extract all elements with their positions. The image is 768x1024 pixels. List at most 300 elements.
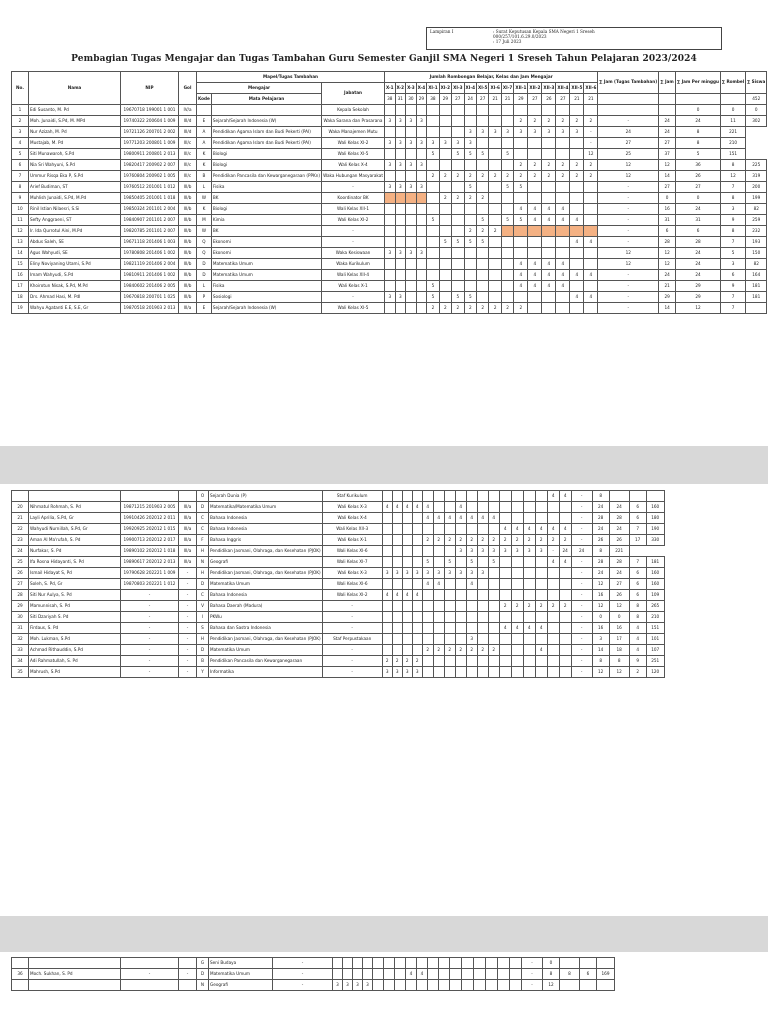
table-cell: 18 — [609, 645, 629, 656]
table-cell — [528, 248, 542, 259]
table-cell: 29 — [659, 292, 676, 303]
table-cell — [477, 634, 488, 645]
table-cell: 6 — [629, 590, 646, 601]
table-cell — [474, 969, 486, 980]
table-cell: 210 — [646, 612, 664, 623]
header-rombel: ∑ Rombel — [720, 72, 745, 94]
table-cell — [510, 958, 522, 969]
table-cell: 4 — [528, 281, 542, 292]
table-cell — [416, 270, 427, 281]
table-cell — [427, 204, 439, 215]
table-cell: 5 — [12, 149, 29, 160]
table-cell: 3 — [385, 292, 396, 303]
table-cell: H — [197, 546, 209, 557]
table-cell: Staf Perpustakaan — [322, 634, 382, 645]
table-cell — [477, 623, 488, 634]
table-cell: 3 — [720, 259, 745, 270]
table-cell: 29 — [676, 292, 721, 303]
table-cell: 3 — [395, 160, 406, 171]
table-cell: Kimia — [211, 215, 321, 226]
table-cell — [511, 590, 523, 601]
table-cell: 2 — [466, 535, 477, 546]
table-cell — [385, 171, 396, 182]
table-cell: Wali Kelas XI-2 — [322, 215, 385, 226]
table-cell — [584, 226, 598, 237]
table-cell — [382, 546, 392, 557]
header-student-count: 29 — [416, 94, 427, 105]
table-cell — [511, 579, 523, 590]
header-jumlah-group: Jumlah Rombongan Belajar, Kelas dan Jam Mengajar — [385, 72, 598, 83]
table-cell — [395, 958, 406, 969]
table-cell — [343, 969, 353, 980]
table-cell: - — [273, 958, 333, 969]
table-cell: - — [571, 612, 592, 623]
table-cell: Abdus Saleh, SE — [29, 237, 121, 248]
table-cell: Wali Kelas XI-2 — [322, 590, 382, 601]
table-cell: L — [197, 182, 212, 193]
table-cell: 6 — [629, 579, 646, 590]
table-cell: 2 — [488, 535, 499, 546]
table-cell — [452, 160, 464, 171]
table-cell — [427, 193, 439, 204]
table-cell — [395, 127, 406, 138]
table-cell: 0 — [676, 105, 721, 116]
table-cell: 4 — [466, 579, 477, 590]
table-cell: 24 — [592, 524, 609, 535]
table-cell: 2 — [427, 303, 439, 314]
table-cell — [395, 204, 406, 215]
table-cell: 200 — [746, 182, 767, 193]
table-cell: P — [197, 292, 212, 303]
table-cell: Biologi — [211, 204, 321, 215]
table-cell — [488, 491, 499, 502]
table-cell: Wali Kelas X-1 — [322, 281, 385, 292]
table-cell: 251 — [646, 656, 664, 667]
table-cell — [406, 215, 417, 226]
table-cell — [489, 215, 501, 226]
table-cell — [452, 204, 464, 215]
table-cell — [570, 149, 584, 160]
table-cell — [363, 969, 373, 980]
table-cell: - — [273, 980, 333, 991]
table-cell: 19820417 200902 2 007 — [121, 160, 179, 171]
header-kode: Kode — [197, 94, 212, 105]
table-row — [12, 237, 767, 248]
header-class-X-4: X-4 — [416, 83, 427, 94]
table-cell: 4 — [570, 292, 584, 303]
table-cell — [385, 303, 396, 314]
table-cell — [514, 292, 528, 303]
table-cell: 3 — [542, 127, 556, 138]
table-cell — [584, 259, 598, 270]
table-cell: 2 — [489, 226, 501, 237]
table-cell: 2 — [412, 656, 422, 667]
header-class-XII-6: XII-6 — [584, 83, 598, 94]
table-cell: 28 — [609, 513, 629, 524]
table-cell: Koordinator BK — [322, 193, 385, 204]
table-cell — [444, 612, 455, 623]
table-cell: Wali Kelas XI-6 — [322, 546, 382, 557]
table-cell: 5 — [427, 215, 439, 226]
table-cell — [402, 535, 412, 546]
table-cell: 3 — [333, 980, 343, 991]
table-cell: 3 — [535, 546, 547, 557]
table-cell — [385, 127, 396, 138]
table-cell — [488, 502, 499, 513]
table-cell: D — [197, 270, 212, 281]
header-blank — [720, 94, 745, 105]
table-cell — [422, 612, 433, 623]
table-cell — [373, 958, 384, 969]
table-cell — [385, 259, 396, 270]
table-cell: 18 — [12, 292, 29, 303]
table-cell — [501, 116, 513, 127]
table-cell — [428, 958, 439, 969]
table-row — [12, 579, 665, 590]
table-cell — [395, 980, 406, 991]
table-cell — [477, 138, 489, 149]
table-cell — [412, 623, 422, 634]
table-cell: - — [179, 601, 197, 612]
header-student-count: 21 — [501, 94, 513, 105]
table-cell — [514, 237, 528, 248]
table-cell — [523, 645, 535, 656]
table-cell: Bahasa Daerah (Madura) — [209, 601, 323, 612]
table-cell — [489, 105, 501, 116]
table-cell: 2 — [514, 171, 528, 182]
table-cell: 150 — [746, 248, 767, 259]
table-row — [12, 160, 767, 171]
header-mata-pelajaran: Mata Pelajaran — [211, 94, 321, 105]
table-cell: 2 — [402, 656, 412, 667]
table-cell: Soleh, S. Pd, Gr — [29, 579, 121, 590]
table-cell — [547, 634, 559, 645]
table-cell — [179, 958, 197, 969]
table-cell — [556, 226, 570, 237]
table-cell: 169 — [597, 969, 615, 980]
table-cell: K — [197, 149, 212, 160]
table-cell — [580, 980, 597, 991]
header-student-count: 24 — [464, 94, 476, 105]
table-cell — [584, 204, 598, 215]
table-cell — [395, 237, 406, 248]
table-cell: 12 — [592, 579, 609, 590]
table-cell: Fisika — [211, 281, 321, 292]
table-cell: - — [598, 215, 659, 226]
table-cell — [385, 204, 396, 215]
table-cell: Nihmatul Rohmah, S. Pd — [29, 502, 121, 513]
table-cell — [547, 623, 559, 634]
table-cell — [412, 491, 422, 502]
table-cell — [547, 656, 559, 667]
table-cell: Siti Nur Aulya, S. Pd — [29, 590, 121, 601]
table-cell: 2 — [464, 193, 476, 204]
table-cell: 19670718 199001 1 001 — [121, 105, 179, 116]
table-cell: 34 — [12, 656, 29, 667]
table-row — [12, 590, 665, 601]
table-cell: 2 — [433, 535, 444, 546]
table-cell — [488, 524, 499, 535]
table-cell — [570, 193, 584, 204]
table-cell — [556, 292, 570, 303]
table-cell — [477, 579, 488, 590]
table-cell — [452, 105, 464, 116]
table-cell: Bahasa Inggris — [209, 535, 323, 546]
table-cell: - — [179, 969, 197, 980]
table-row — [12, 667, 665, 678]
table-row — [12, 535, 665, 546]
table-cell — [501, 270, 513, 281]
table-cell: 4 — [542, 281, 556, 292]
table-cell — [392, 557, 402, 568]
table-cell: - — [179, 667, 197, 678]
table-cell: 5 — [466, 557, 477, 568]
table-cell — [501, 226, 513, 237]
table-cell — [412, 612, 422, 623]
header-student-count: 21 — [584, 94, 598, 105]
table-cell: 21 — [659, 281, 676, 292]
table-cell — [439, 215, 451, 226]
table-cell: 25 — [12, 557, 29, 568]
table-cell — [535, 590, 547, 601]
header-class-X-1: X-1 — [385, 83, 396, 94]
table-cell: - — [547, 546, 559, 557]
table-cell: 25 — [598, 149, 659, 160]
header-class-XII-1: XII-1 — [514, 83, 528, 94]
table-cell: 5 — [464, 149, 476, 160]
table-cell: 19890617 202012 2 013 — [121, 557, 179, 568]
table-cell: 2 — [547, 601, 559, 612]
table-cell: 4 — [559, 557, 571, 568]
table-cell: - — [179, 590, 197, 601]
table-cell — [392, 513, 402, 524]
table-cell: 19890102 202012 1 018 — [121, 546, 179, 557]
table-cell — [584, 215, 598, 226]
table-cell — [382, 524, 392, 535]
table-cell — [382, 491, 392, 502]
header-class-XI-2: XI-2 — [439, 83, 451, 94]
table-cell: 3 — [395, 248, 406, 259]
table-cell: 5 — [501, 149, 513, 160]
table-cell: 23 — [12, 535, 29, 546]
table-cell — [382, 634, 392, 645]
table-cell: Waka Sarana dan Prasarana — [322, 116, 385, 127]
table-cell: 24 — [659, 116, 676, 127]
table-cell: Moh. Lukman, S.Pd — [29, 634, 121, 645]
table-cell: M — [197, 215, 212, 226]
table-cell: Wali Kelas XII-3 — [322, 524, 382, 535]
table-cell: Kepala Sekolah — [322, 105, 385, 116]
table-cell: 19810911 201406 1 002 — [121, 270, 179, 281]
table-cell: - — [121, 634, 179, 645]
table-row — [12, 193, 767, 204]
table-cell: III/b — [179, 281, 197, 292]
table-cell: 3 — [501, 127, 513, 138]
table-cell: 2 — [542, 171, 556, 182]
table-cell: Edi Susanto, M. Pd — [29, 105, 121, 116]
table-row — [12, 623, 665, 634]
table-cell: Rinil Istian Nilaesri, S.Si — [29, 204, 121, 215]
table-cell — [406, 270, 417, 281]
table-cell: 3 — [382, 667, 392, 678]
table-cell — [556, 248, 570, 259]
header-blank — [676, 94, 721, 105]
table-cell: 6 — [659, 226, 676, 237]
table-cell — [570, 138, 584, 149]
table-cell — [486, 980, 498, 991]
table-cell: 4 — [12, 138, 29, 149]
table-cell — [406, 303, 417, 314]
table-cell: 11 — [12, 215, 29, 226]
table-cell: 12 — [598, 171, 659, 182]
table-cell: 12 — [720, 171, 745, 182]
table-cell: 0 — [609, 612, 629, 623]
table-cell: Firdaus, S. Pd — [29, 623, 121, 634]
table-cell: 3 — [455, 546, 466, 557]
table-cell: 16 — [12, 270, 29, 281]
table-cell: 4 — [455, 502, 466, 513]
table-cell: - — [322, 645, 382, 656]
table-cell: Geografi — [209, 557, 323, 568]
table-cell — [395, 215, 406, 226]
table-cell: 2 — [514, 303, 528, 314]
table-cell: 8 — [609, 656, 629, 667]
table-cell: H — [197, 568, 209, 579]
header-nama: Nama — [29, 72, 121, 105]
table-cell — [559, 579, 571, 590]
header-no: No. — [12, 72, 29, 105]
table-cell: Sosiologi — [211, 292, 321, 303]
table-cell: 0 — [543, 958, 560, 969]
table-cell: Wali Kelas X-1 — [322, 535, 382, 546]
table-cell: 2 — [499, 601, 511, 612]
table-cell: 5 — [477, 237, 489, 248]
table-cell: Sejarah Dunia (P) — [209, 491, 323, 502]
table-cell: 29 — [676, 281, 721, 292]
table-cell: 4 — [488, 513, 499, 524]
table-cell — [501, 204, 513, 215]
table-cell — [542, 226, 556, 237]
table-cell — [406, 149, 417, 160]
table-cell — [535, 513, 547, 524]
table-cell — [416, 204, 427, 215]
table-cell — [382, 623, 392, 634]
table-cell: III/a — [179, 502, 197, 513]
table-cell: 265 — [646, 601, 664, 612]
table-cell — [477, 204, 489, 215]
table-cell — [402, 491, 412, 502]
table-cell — [477, 491, 488, 502]
header-class-XI-7: XI-7 — [501, 83, 513, 94]
table-cell: 6 — [720, 270, 745, 281]
table-cell: 8 — [676, 138, 721, 149]
table-cell: 4 — [499, 524, 511, 535]
table-cell — [570, 182, 584, 193]
table-cell: - — [179, 579, 197, 590]
table-cell: 12 — [609, 667, 629, 678]
table-cell: 3 — [12, 127, 29, 138]
table-cell: 9 — [720, 215, 745, 226]
table-cell — [499, 557, 511, 568]
table-cell: 13 — [12, 237, 29, 248]
table-cell: 3 — [406, 182, 417, 193]
table-cell: - — [598, 226, 659, 237]
table-cell: 3 — [406, 248, 417, 259]
table-row — [12, 204, 767, 215]
table-cell — [406, 980, 417, 991]
table-row — [12, 105, 767, 116]
table-cell: 151 — [646, 623, 664, 634]
header-student-count: 21 — [570, 94, 584, 105]
table-cell — [559, 656, 571, 667]
table-cell: 4 — [584, 292, 598, 303]
table-cell — [466, 612, 477, 623]
table-cell — [570, 259, 584, 270]
table-cell: Sejarah/Sejarah Indonesia (W) — [211, 303, 321, 314]
table-cell: 3 — [395, 182, 406, 193]
table-cell: 2 — [452, 303, 464, 314]
table-cell: Wali Kelas XI-2 — [322, 138, 385, 149]
table-cell: 3 — [556, 127, 570, 138]
table-cell: Ekonomi — [211, 248, 321, 259]
table-cell — [392, 524, 402, 535]
table-cell: Pendidikan Agama Islam dan Budi Pekerti (PAI) — [211, 138, 321, 149]
table-cell — [528, 292, 542, 303]
table-cell: Wahyudi Nurnillah, S.Pd, Gr — [29, 524, 121, 535]
table-cell — [542, 292, 556, 303]
table-cell: - — [571, 502, 592, 513]
table-cell — [422, 667, 433, 678]
table-cell: 8 — [560, 969, 580, 980]
table-cell: 19900713 202012 2 017 — [121, 535, 179, 546]
table-cell — [489, 259, 501, 270]
table-cell: 27 — [659, 138, 676, 149]
table-cell — [392, 535, 402, 546]
table-cell: 24 — [559, 546, 571, 557]
table-cell: 31 — [676, 215, 721, 226]
table-cell — [179, 980, 197, 991]
table-cell — [450, 958, 462, 969]
table-cell: - — [322, 612, 382, 623]
table-cell — [406, 127, 417, 138]
table-cell — [416, 171, 427, 182]
table-cell: 3 — [395, 292, 406, 303]
table-cell — [556, 182, 570, 193]
table-cell — [499, 634, 511, 645]
table-cell — [406, 204, 417, 215]
table-cell: N — [197, 557, 209, 568]
table-cell — [406, 193, 417, 204]
table-cell: Staf Kurikulum — [322, 491, 382, 502]
header-class-XI-3: XI-3 — [452, 83, 464, 94]
table-cell — [489, 182, 501, 193]
table-cell: C — [197, 513, 209, 524]
table-cell — [499, 491, 511, 502]
table-cell: 37 — [659, 149, 676, 160]
table-cell — [559, 513, 571, 524]
table-cell: 4 — [547, 524, 559, 535]
table-cell: 4 — [542, 259, 556, 270]
table-cell — [499, 590, 511, 601]
table-cell — [528, 237, 542, 248]
table-cell: Siti Dzariyah S. Pd — [29, 612, 121, 623]
table-cell — [499, 612, 511, 623]
table-cell: - — [571, 491, 592, 502]
table-cell: 19920925 202012 1 015 — [121, 524, 179, 535]
table-cell: 2 — [477, 193, 489, 204]
table-cell: 4 — [528, 215, 542, 226]
table-cell: 2 — [477, 226, 489, 237]
